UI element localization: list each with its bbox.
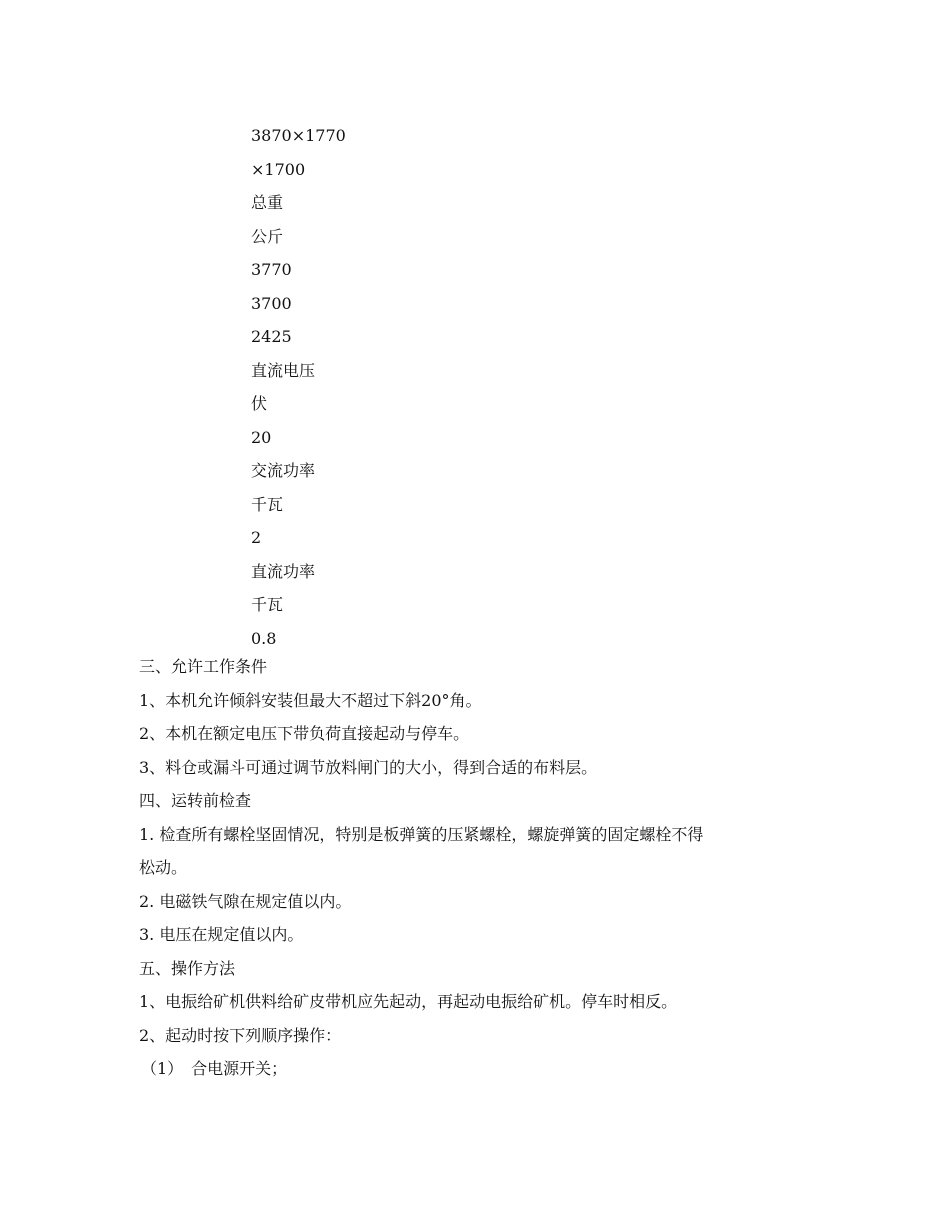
table-cell: 伏 (251, 394, 268, 413)
table-cell: 2425 (251, 327, 292, 346)
table-cell: 0.8 (251, 628, 277, 648)
sub-step: （1） 合电源开关； (141, 1059, 288, 1078)
section-heading: 四、运转前检查 (139, 791, 252, 810)
table-cell: 直流电压 (251, 360, 316, 380)
table-cell: 总重 (251, 193, 284, 212)
section-heading: 三、允许工作条件 (139, 657, 268, 676)
paragraph: 2. 电磁铁气隙在规定值以内。 (139, 891, 352, 911)
table-cell: ×1700 (251, 159, 306, 179)
table-cell: 2 (251, 528, 262, 547)
table-cell: 直流功率 (251, 561, 316, 581)
paragraph: 1. 检查所有螺栓坚固情况，特别是板弹簧的压紧螺栓，螺旋弹簧的固定螺栓不得 (139, 824, 704, 844)
table-cell: 3700 (251, 293, 292, 313)
spec-table-cells (251, 119, 346, 655)
paragraph: 2、起动时按下列顺序操作： (139, 1025, 342, 1045)
table-cell: 公斤 (251, 226, 284, 246)
paragraph: 1、电振给矿机供料给矿皮带机应先起动，再起动电振给矿机。停车时相反。 (139, 992, 678, 1011)
paragraph: 2、本机在额定电压下带负荷直接起动与停车。 (139, 724, 470, 743)
table-cell: 交流功率 (251, 461, 316, 480)
paragraph: 3、料仓或漏斗可通过调节放料闸门的大小，得到合适的布料层。 (139, 757, 598, 777)
document-body (139, 650, 819, 1086)
table-cell: 千瓦 (251, 494, 284, 514)
table-cell: 3770 (251, 260, 292, 279)
table-cell: 20 (251, 427, 272, 447)
table-cell: 千瓦 (251, 595, 284, 614)
paragraph: 3. 电压在规定值以内。 (139, 925, 304, 944)
paragraph-continuation: 松动。 (139, 858, 188, 877)
table-cell: 3870×1770 (251, 126, 346, 145)
section-heading: 五、操作方法 (139, 958, 236, 978)
paragraph: 1、本机允许倾斜安装但最大不超过下斜20°角。 (139, 690, 482, 710)
